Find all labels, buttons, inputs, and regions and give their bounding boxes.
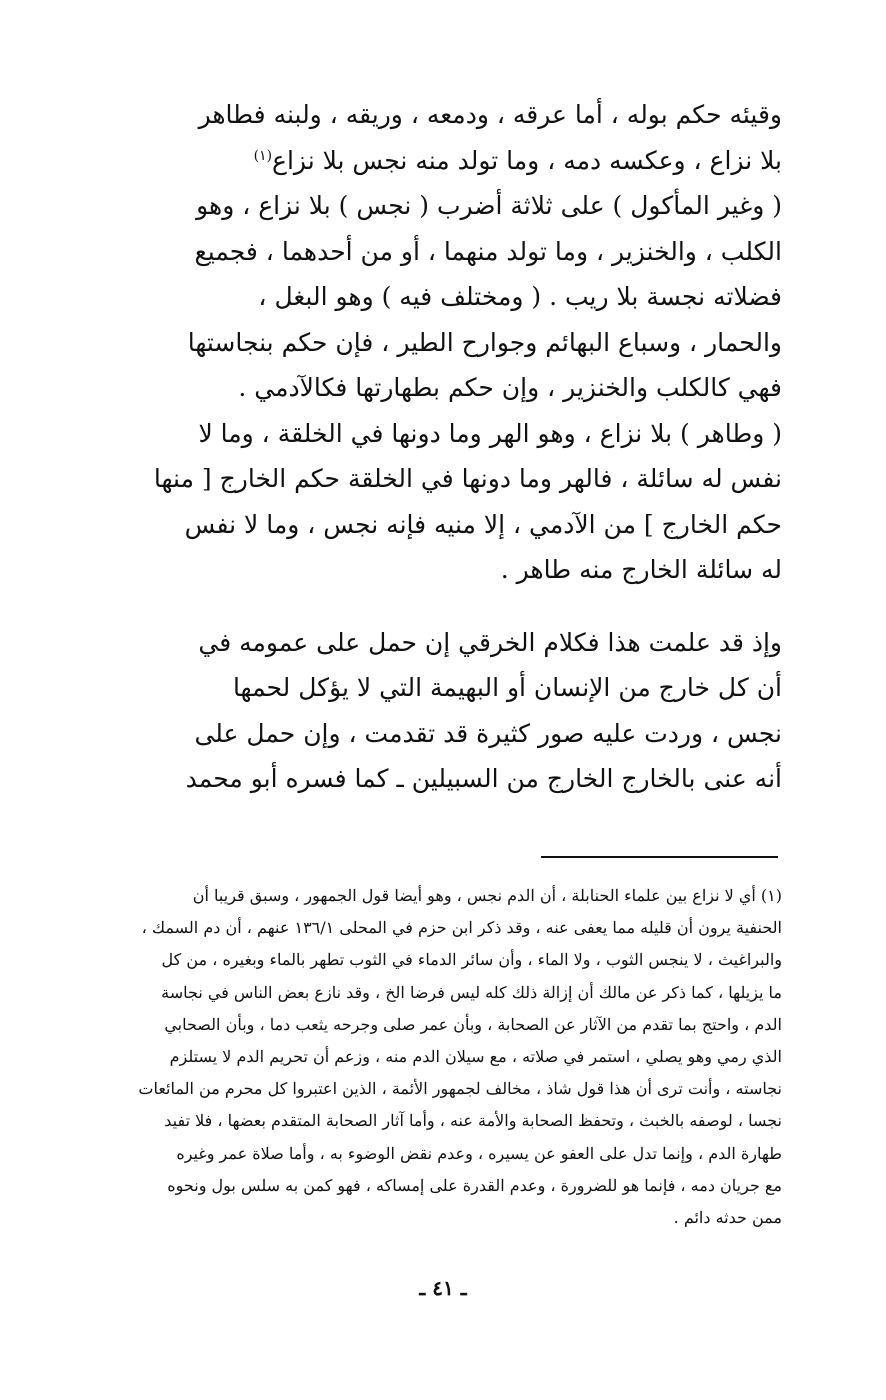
main-line: فهي كالكلب والخنزير ، وإن حكم بطهارتها فكالآدمي . [238, 373, 782, 402]
main-line: نفس له سائلة ، فالهر وما دونها في الخلقة حكم الخارج [ منها [153, 464, 782, 493]
footnote-line: الحنفية يرون أن قليله مما يعفى عنه ، وقد ذكر ابن حزم في المحلى ١٣٦/١ عنهم ، أن دم السمك ، [141, 918, 782, 938]
main-line: نجس ، وردت عليه صور كثيرة قد تقدمت ، وإن حمل على [194, 718, 782, 748]
main-text [106, 92, 782, 802]
main-line: وإذ قد علمت هذا فكلام الخرقي إن حمل على عمومه في [198, 627, 782, 657]
footnote-line: نجاسته ، وأنت ترى أن هذا قول شاذ ، مخالف لجمهور الأئمة ، الذين اعتبروا كل محرم من المائعات [138, 1079, 782, 1099]
main-line: والحمار ، وسباع البهائم وجوارح الطير ، فإن حكم بنجاستها [187, 327, 782, 357]
footnote-reference[interactable]: (١) [253, 147, 273, 164]
footnote-line: ممن حدثه دائم . [673, 1207, 782, 1227]
footnotes [106, 880, 782, 1234]
footnote-line: الذي رمي وهو يصلي ، استمر في صلاته ، مع سيلان الدم منه ، وزعم أن تحريم الدم لا يستلزم [169, 1046, 782, 1066]
main-line-with-footnote-ref [106, 138, 782, 184]
footnote-line: (١) أي لا نزاع بين علماء الحنابلة ، أن الدم نجس ، وهو أيضا قول الجمهور ، وسبق قريبا أن [192, 886, 782, 905]
footnote-line: نجسا ، لوصفه بالخبث ، وتحفظ الصحابة والأمة عنه ، وأما آثار الصحابة المتقدم بعضها ، فلا تفيد [164, 1111, 782, 1131]
main-line: أن كل خارج من الإنسان أو البهيمة التي لا يؤكل لحمها [232, 673, 782, 702]
page-number: ـ ٤١ ـ [419, 1276, 467, 1300]
main-line: فضلاته نجسة بلا ريب . ( ومختلف فيه ) وهو البغل ، [258, 282, 782, 311]
paragraph-gap [106, 593, 782, 620]
footnote-separator [541, 856, 778, 858]
main-line: ( وغير المأكول ) على ثلاثة أضرب ( نجس ) بلا نزاع ، وهو [196, 191, 782, 220]
footnote-line: والبراغيث ، لا ينجس الثوب ، ولا الماء ، وأن سائر الدماء في الثوب تطهر بالماء وبغيره ، من كل [161, 950, 782, 970]
footnote-line: ما يزيلها ، كما ذكر عن مالك أن إزالة ذلك كله ليس فرضا الخ ، وقد نازع بعض الناس في نجاسة [161, 982, 782, 1002]
main-line: حكم الخارج ] من الآدمي ، إلا منيه فإنه نجس ، وما لا نفس [184, 509, 782, 539]
footnote-line: مع جريان دمه ، فإنما هو للضرورة ، وعدم القدرة على إمساكه ، فهو كمن به سلس بول ونحوه [167, 1175, 782, 1195]
main-line: ( وطاهر ) بلا نزاع ، وهو الهر وما دونها في الخلقة ، وما لا [198, 418, 782, 448]
main-line: الكلب ، والخنزير ، وما تولد منهما ، أو من أحدهما ، فجميع [194, 236, 782, 266]
main-line-text: بلا نزاع ، وعكسه دمه ، وما تولد منه نجس بلا نزاع [272, 145, 782, 175]
main-line: وقيئه حكم بوله ، أما عرقه ، ودمعه ، وريقه ، ولبنه فطاهر [198, 100, 782, 129]
main-line: أنه عنى بالخارج الخارج من السبيلين ـ كما فسره أبو محمد [185, 764, 782, 793]
footnote-line: طهارة الدم ، وإنما تدل على العفو عن يسيره ، وعدم نقض الوضوء به ، وأما صلاة عمر وغيره [176, 1143, 782, 1163]
footnote-line: الدم ، واحتج بما تقدم من الآثار عن الصحابة ، وبأن عمر صلى وجرحه يثعب دما ، وبأن الصحابي [164, 1014, 782, 1034]
main-line: له سائلة الخارج منه طاهر . [500, 555, 782, 584]
